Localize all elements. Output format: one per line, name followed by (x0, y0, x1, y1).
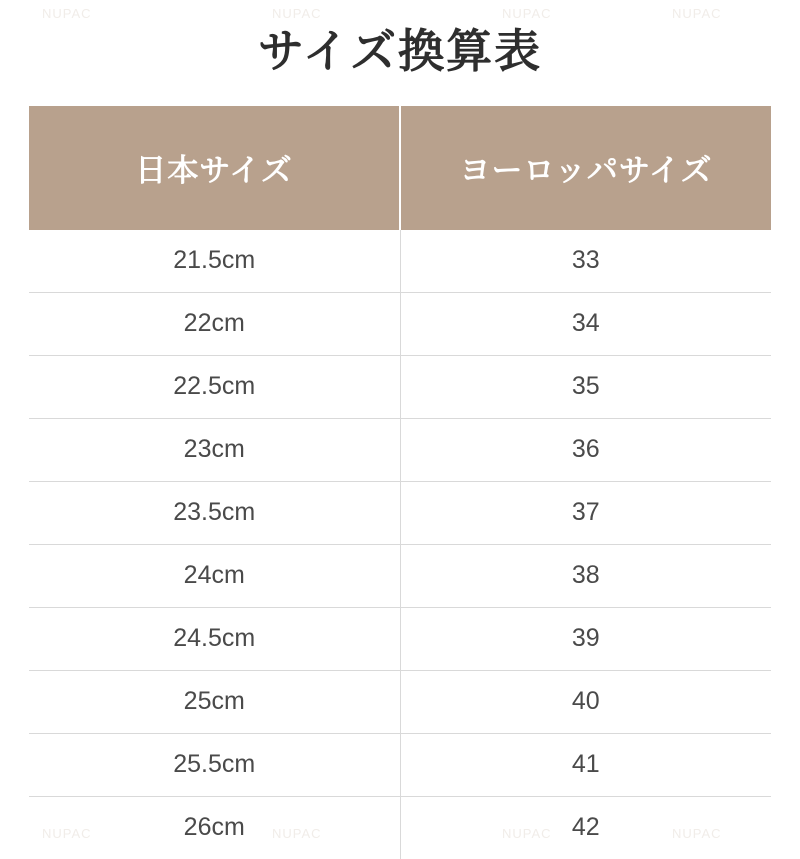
watermark-text: NUPAC (672, 826, 722, 841)
cell-europe-size: 37 (400, 481, 771, 544)
cell-europe-size: 40 (400, 670, 771, 733)
watermark-text: NUPAC (502, 826, 552, 841)
cell-europe-size: 35 (400, 355, 771, 418)
cell-japan-size: 24cm (29, 544, 400, 607)
cell-japan-size: 26cm (29, 796, 400, 859)
cell-japan-size: 25cm (29, 670, 400, 733)
table-row (29, 355, 771, 418)
table-row (29, 481, 771, 544)
table-row (29, 733, 771, 796)
column-header-japan-size: 日本サイズ (29, 106, 400, 230)
watermark-text: NUPAC (672, 6, 722, 21)
table-row (29, 418, 771, 481)
cell-japan-size: 22cm (29, 292, 400, 355)
table-body (29, 230, 771, 859)
table-row (29, 230, 771, 293)
table-row (29, 292, 771, 355)
cell-europe-size: 36 (400, 418, 771, 481)
column-header-europe-size: ヨーロッパサイズ (400, 106, 771, 230)
cell-japan-size: 24.5cm (29, 607, 400, 670)
cell-europe-size: 42 (571, 813, 600, 842)
cell-japan-size: 21.5cm (29, 230, 400, 293)
cell-japan-size: 23cm (29, 418, 400, 481)
cell-europe-size: 39 (400, 607, 771, 670)
cell-europe-size: 33 (400, 230, 771, 293)
cell-europe-size: 41 (400, 733, 771, 796)
table-row (29, 607, 771, 670)
page-title: サイズ換算表 (257, 24, 543, 78)
watermark-text: NUPAC (42, 6, 92, 21)
cell-europe-size: 38 (400, 544, 771, 607)
table-row (29, 796, 771, 859)
table-header-row (29, 106, 771, 230)
cell-japan-size: 23.5cm (29, 481, 400, 544)
table-header (29, 106, 771, 230)
table-row (29, 670, 771, 733)
cell-europe-size: 34 (400, 292, 771, 355)
watermark-text: NUPAC (502, 6, 552, 21)
table-row (29, 544, 771, 607)
cell-japan-size: 25.5cm (29, 733, 400, 796)
size-conversion-table (29, 106, 771, 859)
watermark-text: NUPAC (272, 826, 322, 841)
watermark-text: NUPAC (42, 826, 92, 841)
cell-japan-size: 22.5cm (29, 355, 400, 418)
watermark-text: NUPAC (272, 6, 322, 21)
